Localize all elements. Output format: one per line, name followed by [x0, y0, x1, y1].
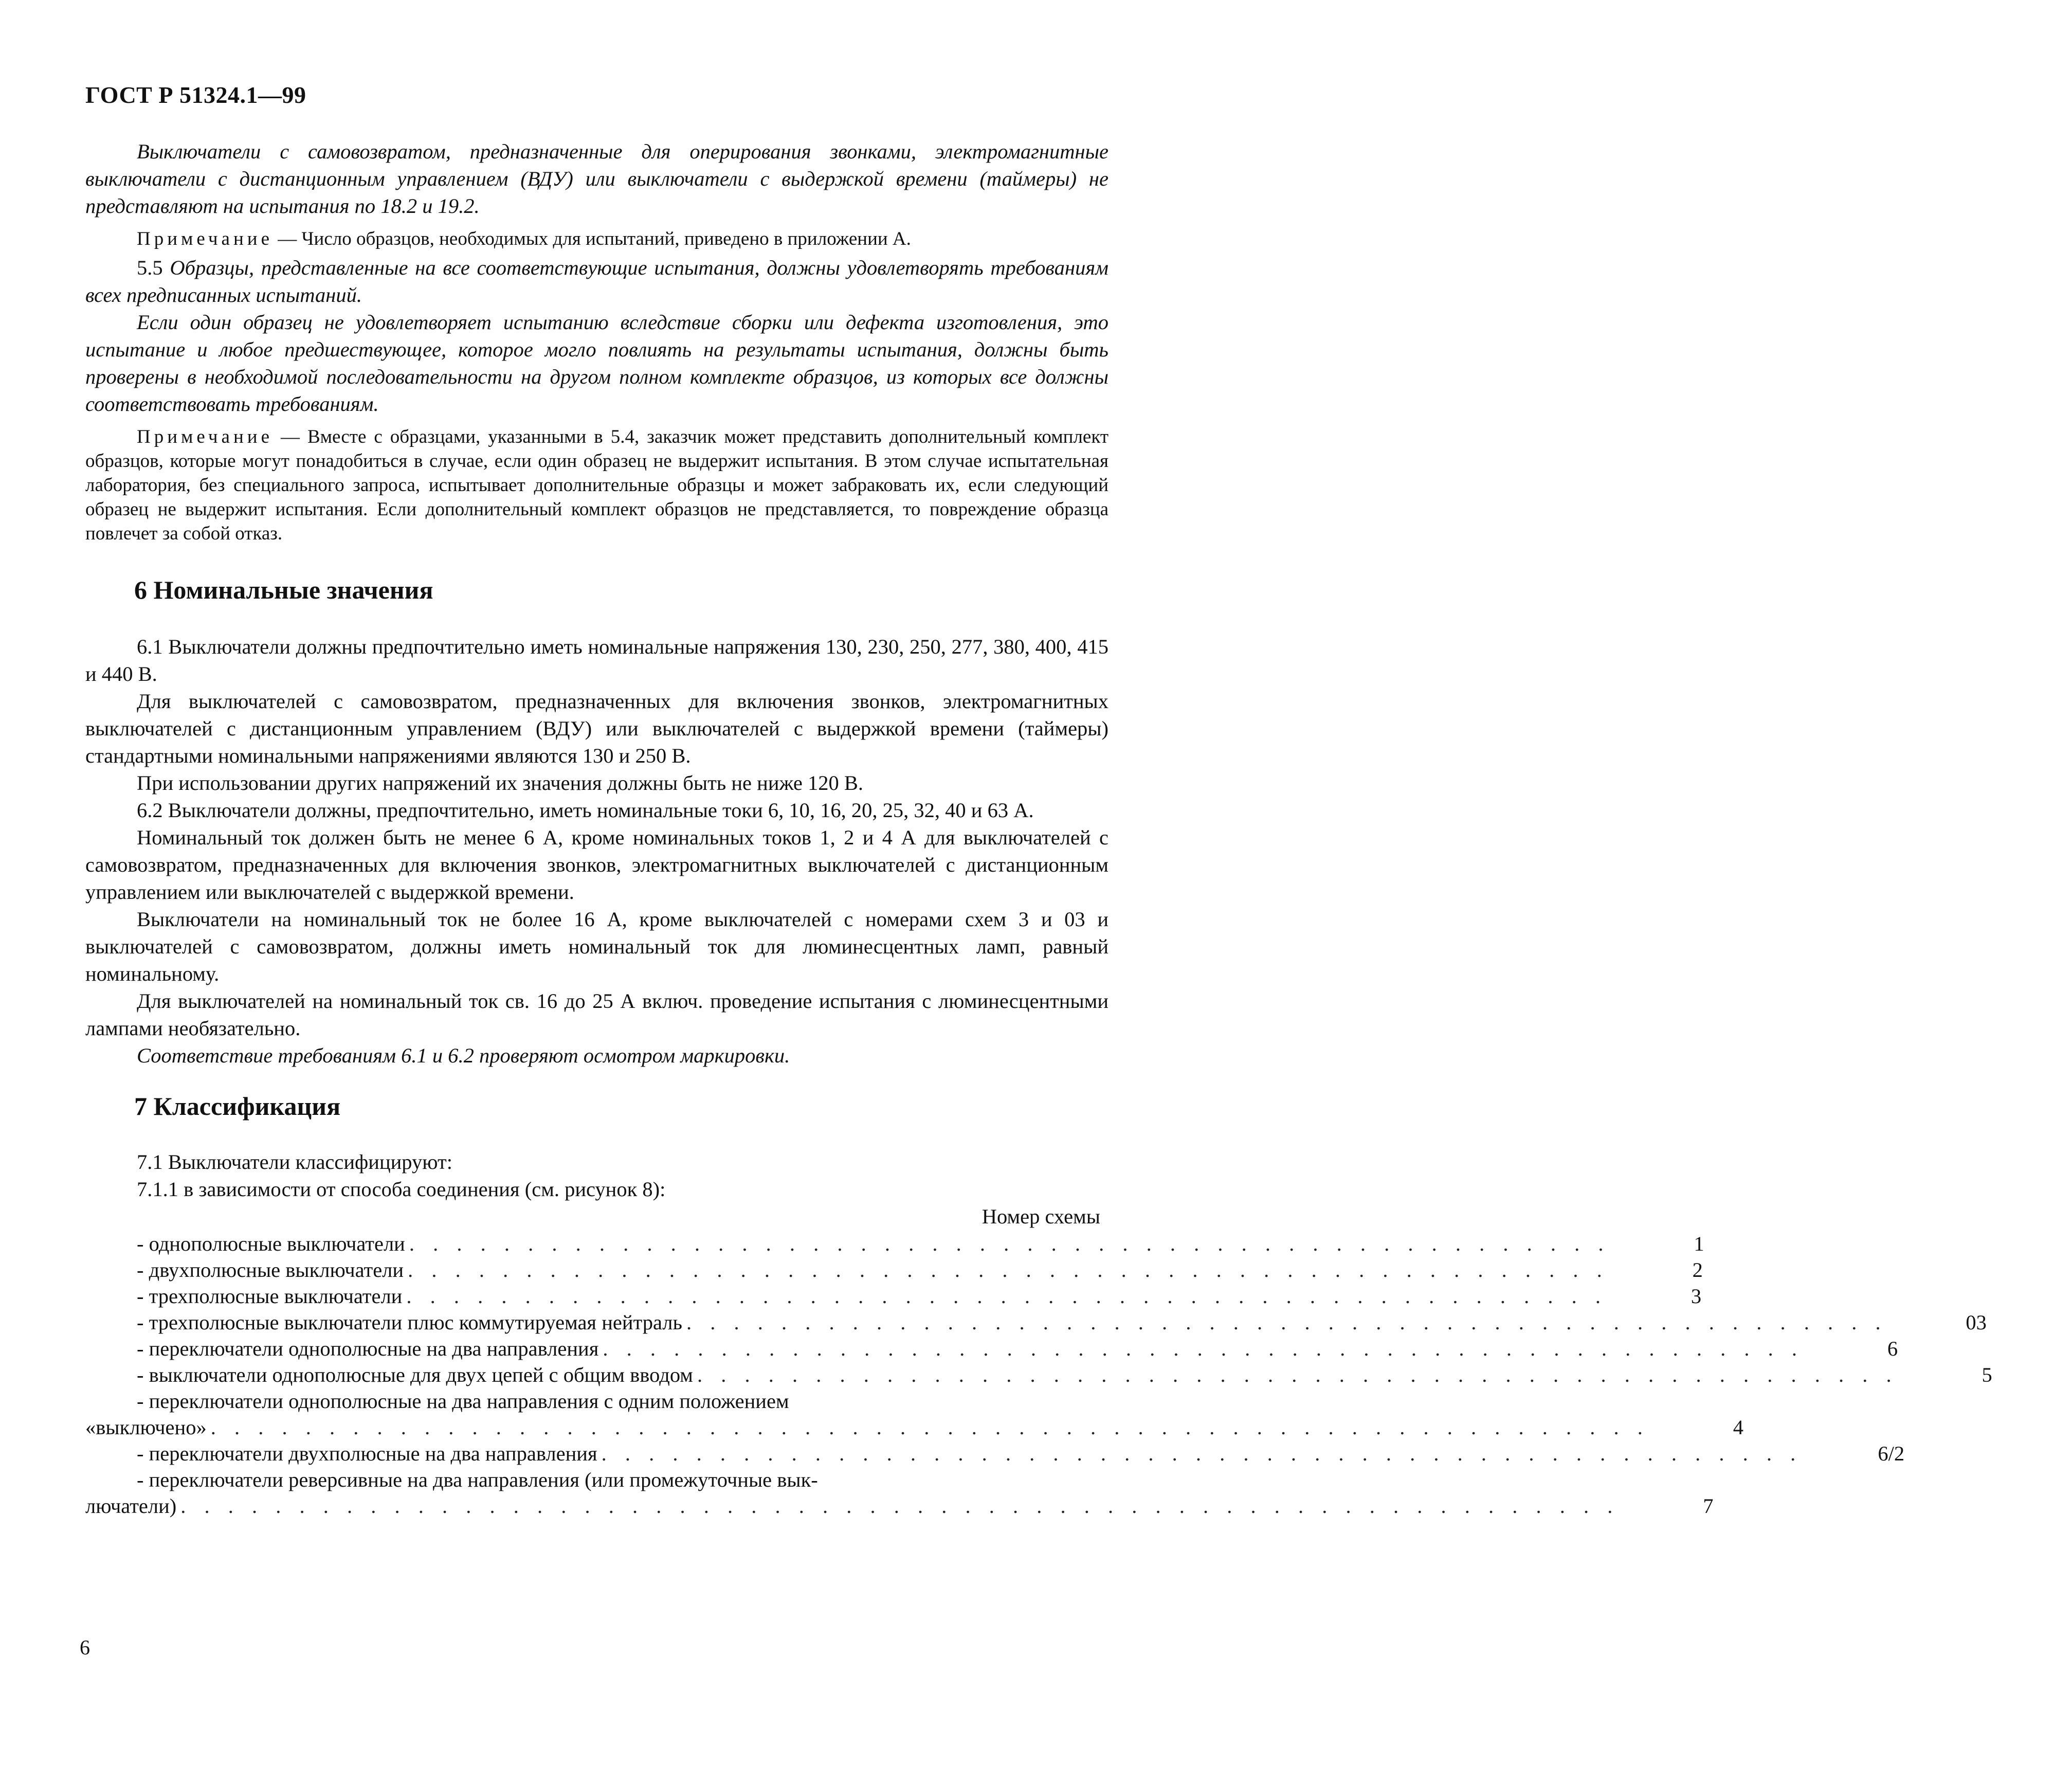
paragraph-6-2-d: Для выключателей на номинальный ток св. 16 до 25 А включ. проведение испытания с люминесцентными лампами необязательно.	[85, 989, 1108, 1040]
classification-row	[85, 1493, 1714, 1519]
dot-leader: . . . . . . . . . . . . . . . . . . . . . . . . . . . . . . . . . . . . . . . . . . . . . . . . . . .	[697, 1363, 1898, 1386]
dot-leader: . . . . . . . . . . . . . . . . . . . . . . . . . . . . . . . . . . . . . . . . . . . . . . . . . . . . . . . . . . . . .	[210, 1416, 1649, 1439]
scheme-number-column-header: Номер схемы	[982, 1205, 1100, 1228]
classification-label: - переключатели однополюсные на два направления	[137, 1337, 599, 1360]
classification-row	[85, 1414, 1743, 1440]
paragraph-6-1-c: При использовании других напряжений их значения должны быть не ниже 120 В.	[137, 771, 864, 795]
paragraph-5-5-continued: Если один образец не удовлетворяет испытанию вследствие сборки или дефекта изготовления, это испытание и любое предшествующее, которое могло повлиять на результаты испытания, должны быть проверены в необходимой последовательности на другом полном комплекте образцов, из которых все должны соответствовать требованиям.	[85, 311, 1108, 416]
paragraph-7-1-1: 7.1.1 в зависимости от способа соединения (см. рисунок 8):	[137, 1178, 666, 1201]
note-2	[85, 425, 1108, 546]
dot-leader: . . . . . . . . . . . . . . . . . . . . . . . . . . . . . . . . . . . . . . . . . . . . . . . . . . .	[686, 1311, 1887, 1334]
classification-row	[85, 1283, 1702, 1309]
classification-label-line1: - переключатели реверсивные на два направления (или промежуточные вык-	[137, 1468, 818, 1491]
paragraph-6-1: 6.1 Выключатели должны предпочтительно иметь номинальные напряжения 130, 230, 250, 277, 380, 400, 415 и 440 В.	[85, 635, 1108, 685]
section-7-heading: 7 Классификация	[134, 1092, 341, 1121]
classification-label: - выключатели однополюсные для двух цепей с общим вводом	[137, 1363, 693, 1386]
scheme-number: 7	[1703, 1494, 1714, 1518]
classification-label-line2: «выключено»	[85, 1416, 207, 1439]
dot-leader: . . . . . . . . . . . . . . . . . . . . . . . . . . . . . . . . . . . . . . . . . . . . . . . . . . . . . . . . . . . . .	[180, 1494, 1620, 1518]
note-2-text: — Вместе с образцами, указанными в 5.4, заказчик может представить дополнительный комплект образцов, которые могут понадобиться в случае, если один образец не выдержит испытания. В этом случае испытательная лаборатория, без специального запроса, испытывает дополнительные образцы и может забраковать их, если следующий образец не выдержит испытания. Если дополнительный комплект образцов не представляется, то повреждение образца повлечет за собой отказ.	[85, 426, 1108, 544]
classification-row	[85, 1231, 1704, 1257]
scheme-number: 2	[1692, 1258, 1703, 1281]
note-1-label: Примечание	[137, 228, 273, 249]
scheme-number: 6/2	[1878, 1442, 1905, 1465]
note-1-text: — Число образцов, необходимых для испытаний, приведено в приложении А.	[273, 228, 911, 249]
dot-leader: . . . . . . . . . . . . . . . . . . . . . . . . . . . . . . . . . . . . . . . . . . . . . . . . . . .	[601, 1442, 1803, 1465]
dot-leader: . . . . . . . . . . . . . . . . . . . . . . . . . . . . . . . . . . . . . . . . . . . . . . . . . . .	[406, 1285, 1607, 1308]
scheme-number: 1	[1694, 1232, 1704, 1255]
classification-row	[85, 1362, 1992, 1388]
note-1	[85, 227, 1108, 251]
intro-paragraph: Выключатели с самовозвратом, предназначенные для оперирования звонками, электромагнитные выключатели с дистанционным управлением (ВДУ) или выключатели с выдержкой времени (таймеры) не представляют на испытания по 18.2 и 19.2.	[85, 140, 1108, 218]
classification-label: - трехполюсные выключатели плюс коммутируемая нейтраль	[137, 1311, 682, 1334]
scheme-number: 4	[1733, 1416, 1743, 1439]
scheme-number: 3	[1691, 1285, 1702, 1308]
page-content	[85, 138, 1992, 1519]
note-2-label: Примечание	[137, 426, 273, 447]
classification-row	[85, 1309, 1987, 1335]
paragraph-6-2-c: Выключатели на номинальный ток не более 16 А, кроме выключателей с номерами схем 3 и 03 и выключателей с самовозвратом, должны иметь номинальный ток для люминесцентных ламп, равный номинальному.	[85, 908, 1108, 985]
classification-label: - трехполюсные выключатели	[137, 1285, 403, 1308]
paragraph-5-5-text: Образцы, представленные на все соответствующие испытания, должны удовлетворять требованиям всех предписанных испытаний.	[85, 256, 1108, 306]
classification-label: - переключатели двухполюсные на два направления	[137, 1442, 597, 1465]
page-number: 6	[80, 1636, 90, 1659]
section-6-heading: 6 Номинальные значения	[134, 575, 433, 604]
paragraph-6-2: 6.2 Выключатели должны, предпочтительно, иметь номинальные токи 6, 10, 16, 20, 25, 32, 40 и 63 А.	[137, 799, 1034, 822]
classification-label: - двухполюсные выключатели	[137, 1258, 404, 1281]
classification-label: - однополюсные выключатели	[137, 1232, 405, 1255]
paragraph-6-2-b: Номинальный ток должен быть не менее 6 А, кроме номинальных токов 1, 2 и 4 А для выключателей с самовозвратом, предназначенных для включения звонков, электромагнитных выключателей с дистанционным управлением или выключателей с выдержкой времени.	[85, 826, 1108, 904]
dot-leader: . . . . . . . . . . . . . . . . . . . . . . . . . . . . . . . . . . . . . . . . . . . . . . . . . . .	[603, 1337, 1804, 1360]
paragraph-5-5-number: 5.5	[137, 256, 170, 279]
classification-label-line1: - переключатели однополюсные на два направления с одним положением	[137, 1389, 789, 1413]
classification-row	[85, 1257, 1703, 1283]
paragraph-5-5	[85, 254, 1108, 309]
paragraph-6-1-b: Для выключателей с самовозвратом, предназначенных для включения звонков, электромагнитных выключателей с дистанционным управлением (ВДУ) или выключателей с выдержкой времени (таймеры) стандартными номинальными напряжениями являются 130 и 250 В.	[85, 690, 1108, 767]
scheme-number: 03	[1966, 1311, 1987, 1334]
dot-leader: . . . . . . . . . . . . . . . . . . . . . . . . . . . . . . . . . . . . . . . . . . . . . . . . . . .	[409, 1232, 1610, 1255]
paragraph-7-1: 7.1 Выключатели классифицируют:	[137, 1150, 452, 1174]
dot-leader: . . . . . . . . . . . . . . . . . . . . . . . . . . . . . . . . . . . . . . . . . . . . . . . . . . .	[408, 1258, 1609, 1281]
standard-code-header: ГОСТ Р 51324.1—99	[85, 82, 306, 108]
classification-row	[85, 1335, 1898, 1362]
paragraph-6-check: Соответствие требованиям 6.1 и 6.2 проверяют осмотром маркировки.	[137, 1044, 790, 1067]
scheme-number: 6	[1887, 1337, 1898, 1360]
classification-row	[85, 1440, 1905, 1467]
scheme-number: 5	[1982, 1363, 1992, 1386]
classification-label-line2: лючатели)	[85, 1494, 177, 1518]
